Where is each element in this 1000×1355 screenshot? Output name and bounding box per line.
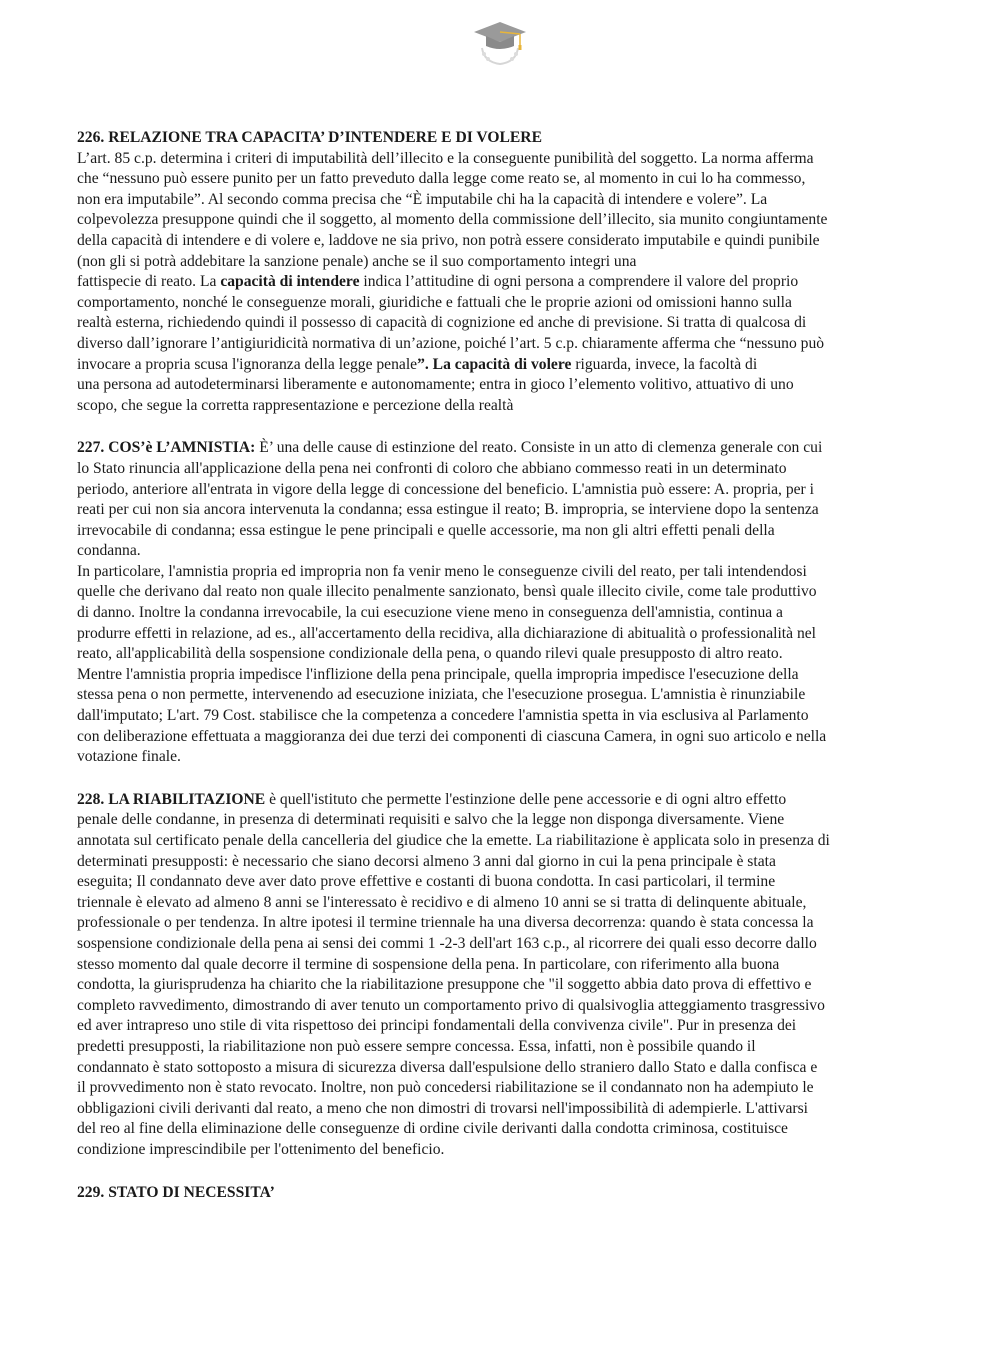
text-line: lo Stato rinuncia all'applicazione della pena nei confronti di coloro che abbiano commesso reati in un determinato <box>77 459 787 477</box>
text-line: del reo al fine della eliminazione delle conseguenze di ordine civile derivanti dalla condotta criminosa, costituisce <box>77 1120 788 1138</box>
text-line: che “nessuno può essere punito per un fatto preveduto dalla legge come reato se, al momento in cui lo ha commesso, <box>77 170 806 188</box>
text-line: realtà esterna, richiedendo quindi il possesso di capacità di cognizione ed anche di previsione. Si tratta di qualcosa di <box>77 314 807 332</box>
text-line: votazione finale. <box>77 748 181 766</box>
text-line: condanna. <box>77 542 141 560</box>
text-line: completo ravvedimento, dimostrando di aver tenuto un comportamento privo di qualsivoglia atteggiamento trasgressivo <box>77 996 825 1014</box>
text-line: condizione imprescindibile per l'ottenimento del beneficio. <box>77 1140 445 1158</box>
text-line: irrevocabile di condanna; essa estingue le pene principali e quelle accessorie, ma non gli altri effetti penali della <box>77 521 775 539</box>
text-line: dall'imputato; L'art. 79 Cost. stabilisce che la competenza a concedere l'amnistia spetta in via esclusiva al Parlamento <box>77 707 809 725</box>
text-line: penale delle condanne, in presenza di determinati requisiti e salvo che la legge non disponga diversamente. Viene <box>77 811 785 829</box>
text-line: produrre effetti in relazione, ad es., all'accertamento della recidiva, alla dichiarazione di abitualità o professionalità nel <box>77 624 816 642</box>
text-line: comportamento, nonché le conseguenze morali, giuridiche e fattuali che le proprie azioni od omissioni hanno sulla <box>77 293 792 311</box>
text-line: L’art. 85 c.p. determina i criteri di imputabilità dell’illecito e la conseguente punibilità del soggetto. La norma afferma <box>77 149 814 167</box>
text-line: con deliberazione effettuata a maggioranza dei due terzi dei componenti di ciascuna Camera, in ogni suo articolo e nella <box>77 727 827 745</box>
text-line: triennale è elevato ad almeno 8 anni se l'interessato è recidivo e di almeno 10 anni se si tratta di delinquente abituale, <box>77 893 807 911</box>
text-line: obbligazioni civili derivanti dal reato, a meno che non dimostri di trovarsi nell'impossibilità di adempierle. L'attivarsi <box>77 1099 808 1117</box>
text-line: eseguita; Il condannato deve aver dato prove effettive e costanti di buona condotta. In casi particolari, il termine <box>77 873 776 891</box>
graduation-cap-icon <box>470 18 530 68</box>
text-line: colpevolezza presuppone quindi che il soggetto, al momento della commissione dell’illecito, sia munito congiuntamente <box>77 211 828 229</box>
text-line: diverso dall’ignorare l’antigiuridicità normativa di un’azione, poiché l’art. 5 c.p. chiaramente afferma che “nessuno può <box>77 334 825 352</box>
text-line: condannato è stato sottoposto a misura di sicurezza diversa dall'espulsione dello straniero dallo Stato e dalla confisca e <box>77 1058 818 1076</box>
text-line: determinati presupposti: è necessario che siano decorsi almeno 3 anni dal giorno in cui la pena principale è stata <box>77 852 776 870</box>
text-line: annotata sul certificato penale della cancelleria del giudice che la emette. La riabilitazione è applicata solo in presenza di <box>77 832 830 849</box>
text-line: (non gli si potrà addebitare la sanzione penale) anche se il suo comportamento integri una <box>77 252 637 270</box>
text-line: scopo, che segue la corretta rappresentazione e percezione della realtà <box>77 396 514 414</box>
section-heading: 228. LA RIABILITAZIONE <box>77 790 266 808</box>
text-line: di danno. Inoltre la condanna irrevocabile, la cui esecuzione viene meno in conseguenza dell'amnistia, continua a <box>77 604 783 622</box>
text-line: periodo, anteriore all'entrata in vigore della legge di concessione del beneficio. L'amnistia può essere: A. propria, per i <box>77 480 814 498</box>
text-segment: fattispecie di reato. La <box>77 273 221 291</box>
section-heading: 226. RELAZIONE TRA CAPACITA’ D’INTENDERE E DI VOLERE <box>77 129 542 146</box>
text-line: stesso momento dal quale decorre il termine di sospensione della pena. In particolare, con riferimento alla buona <box>77 955 780 973</box>
text-line: condotta, la giurisprudenza ha chiarito che la riabilitazione presuppone che "il soggetto abbia dato prova di effettivo e <box>77 976 812 994</box>
text-segment: invocare a propria scusa l'ignoranza della legge penale <box>77 355 418 373</box>
section-heading: 227. COS’è L’AMNISTIA: <box>77 439 256 457</box>
text-line: reati per cui non sia ancora intervenuta la condanna; essa estingue il reato; B. impropria, se interviene dopo la sentenza <box>77 501 819 519</box>
text-line: professionale o per tendenza. In altre ipotesi il termine triennale ha una diversa decorrenza: quando è stata concessa la <box>77 914 814 932</box>
text-line: predetti presupposti, la riabilitazione non può essere sempre concessa. Essa, infatti, non è possibile quando il <box>77 1037 756 1055</box>
text-line: Mentre l'amnistia propria impedisce l'inflizione della pena principale, quella impropria impedisce l'esecuzione della <box>77 665 799 683</box>
text-line: ed aver intrapreso uno stile di vita rispettoso dei principi fondamentali della convivenza civile". Pur in presenza dei <box>77 1017 797 1035</box>
text-line: reato, all'applicabilità della sospensione condizionale della pena, o quando rilevi quale presupposto di altro reato. <box>77 645 783 663</box>
section-heading: 229. STATO DI NECESSITA’ <box>77 1183 275 1201</box>
bold-term: capacità di intendere <box>220 273 360 291</box>
text-segment: riguarda, invece, la facoltà di <box>571 355 758 373</box>
section-228 <box>77 790 937 1161</box>
bold-term: ”. La capacità di volere <box>417 355 572 373</box>
text-line: non era imputabile”. Al secondo comma precisa che “È imputabile chi ha la capacità di intendere e volere”. La <box>77 190 768 208</box>
text-segment: è quell'istituto che permette l'estinzione delle pene accessorie e di ogni altro effetto <box>265 790 787 808</box>
text-line: stessa pena o non permette, intervenendo ad esecuzione iniziata, che l'esecuzione prosegua. L'amnistia è rinunziabile <box>77 686 806 704</box>
text-line: quelle che derivano dal reato non quale illecito penalmente sanzionato, bensì quale illecito civile, come tale produttivo <box>77 583 817 601</box>
section-227 <box>77 438 937 768</box>
text-line: sospensione condizionale della pena ai sensi dei commi 1 -2-3 dell'art 163 c.p., al ricorrere dei quali esso decorre dallo <box>77 934 817 952</box>
section-229 <box>77 1183 937 1204</box>
text-segment: indica l’attitudine di ogni persona a comprendere il valore del proprio <box>359 273 799 291</box>
text-segment: È’ una delle cause di estinzione del reato. Consiste in un atto di clemenza generale con cui <box>255 439 823 457</box>
text-line: In particolare, l'amnistia propria ed impropria non fa venir meno le conseguenze civili del reato, per tali intendendosi <box>77 562 807 580</box>
text-line: della capacità di intendere e di volere e, laddove ne sia privo, non potrà essere considerato imputabile e quindi punibile <box>77 231 820 249</box>
document-body <box>77 128 937 1203</box>
text-line: una persona ad autodeterminarsi liberamente e autonomamente; entra in gioco l’elemento volitivo, attuativo di uno <box>77 376 794 394</box>
section-226 <box>77 128 937 416</box>
text-line: il provvedimento non è stato revocato. Inoltre, non può concedersi riabilitazione se il condannato non ha adempiuto le <box>77 1079 814 1097</box>
